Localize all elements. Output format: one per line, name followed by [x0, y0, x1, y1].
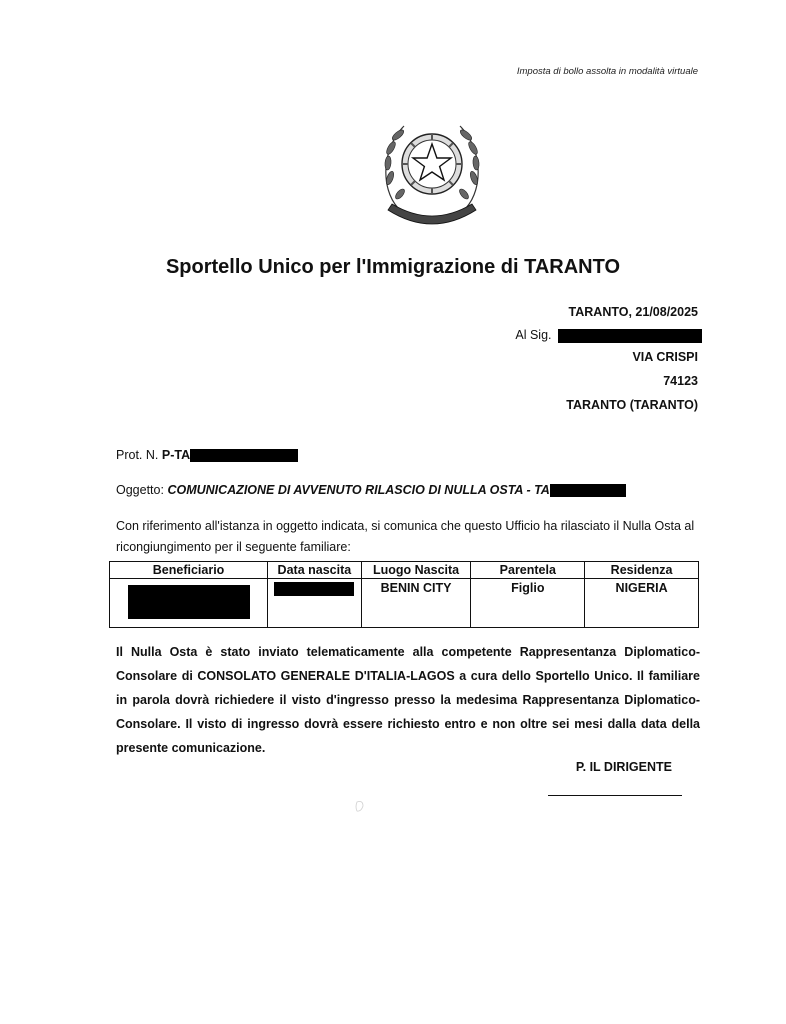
family-member-table — [109, 561, 699, 628]
protocol-value: P-TA — [161, 448, 191, 462]
signature-line — [548, 795, 682, 796]
signatory: P. IL DIRIGENTE — [575, 760, 672, 774]
italian-republic-emblem — [378, 108, 486, 230]
protocol-label: Prot. N. — [116, 448, 159, 462]
header-data-nascita: Data nascita — [268, 562, 362, 579]
header-luogo-nascita: Luogo Nascita — [361, 562, 471, 579]
cell-luogo-nascita: BENIN CITY — [361, 579, 471, 628]
cell-parentela: Figlio — [471, 579, 585, 628]
protocol-line — [116, 448, 298, 462]
redacted-subject-code — [550, 484, 626, 497]
scan-speck — [355, 800, 365, 814]
recipient-name-line — [515, 328, 702, 343]
virtual-stamp-note: Imposta di bollo assolta in modalità virtuale — [516, 66, 698, 77]
cell-beneficiario — [110, 579, 268, 628]
subject-label: Oggetto: — [116, 483, 164, 497]
table-header-row — [110, 562, 699, 579]
cell-data-nascita — [268, 579, 362, 628]
header-residenza: Residenza — [585, 562, 699, 579]
header-parentela: Parentela — [471, 562, 585, 579]
nulla-osta-paragraph: Il Nulla Osta è stato inviato telematicamente alla competente Rappresentanza Diplomatico-Consolare di CONSOLATO GENERALE D'ITALIA-LAGOS a cura dello Sportello Unico. Il familiare in parola dovrà richiedere il visto d'ingresso presso la medesima Rappresentanza Diplomatico-Consolare. Il visto di ingresso dovrà essere richiesto entro e non oltre sei mesi dalla data della presente comunicazione. — [116, 645, 700, 755]
recipient-city: TARANTO (TARANTO) — [566, 398, 698, 412]
cell-residenza: NIGERIA — [585, 579, 699, 628]
office-title: Sportello Unico per l'Immigrazione di TARANTO — [165, 256, 621, 278]
place-date: TARANTO, 21/08/2025 — [568, 305, 698, 319]
recipient-zip: 74123 — [663, 374, 698, 388]
recipient-street: VIA CRISPI — [632, 350, 698, 364]
redacted-birth-date — [274, 582, 354, 596]
intro-paragraph: Con riferimento all'istanza in oggetto indicata, si comunica che questo Ufficio ha rilasciato il Nulla Osta al ricongiungimento per il seguente familiare: — [116, 519, 695, 554]
redacted-recipient-name — [558, 329, 702, 343]
redacted-protocol-number — [190, 449, 298, 462]
table-row — [110, 579, 699, 628]
salutation: Al Sig. — [515, 328, 552, 342]
header-beneficiario: Beneficiario — [110, 562, 268, 579]
redacted-beneficiary-name — [128, 585, 250, 619]
subject-value: COMUNICAZIONE DI AVVENUTO RILASCIO DI NULLA OSTA - TA — [167, 483, 550, 497]
subject-line — [116, 483, 626, 497]
